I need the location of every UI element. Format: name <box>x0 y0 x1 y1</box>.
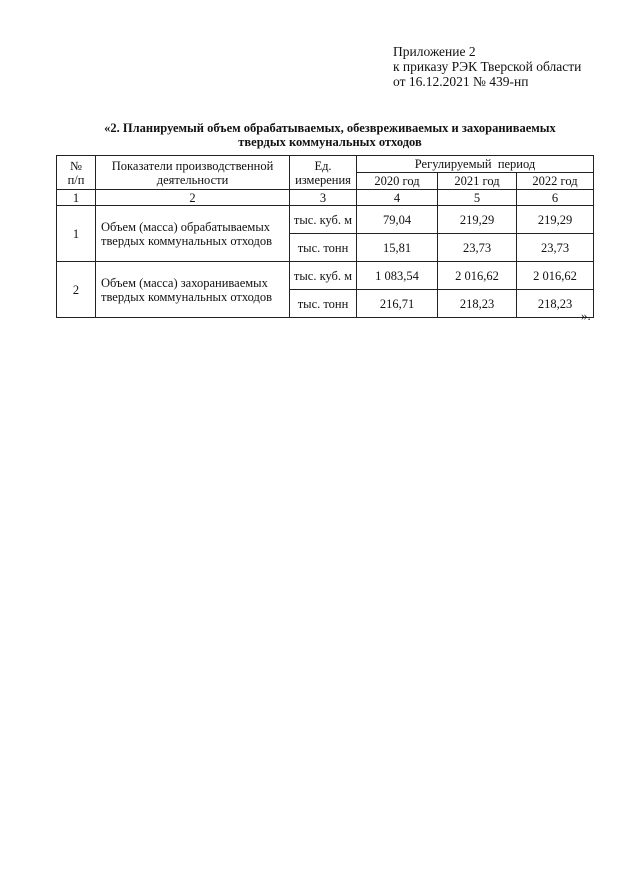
title-line-1: «2. Планируемый объем обрабатываемых, обезвреживаемых и захораниваемых <box>104 121 556 135</box>
col-number: 2 <box>96 190 290 206</box>
value-2020: 1 083,54 <box>357 262 438 290</box>
value-2022: 2 016,62 <box>517 262 594 290</box>
header-row <box>57 156 594 173</box>
title-line-2: твердых коммунальных отходов <box>238 135 422 149</box>
header-indicator-line-2: деятельности <box>156 172 229 187</box>
appendix-header <box>393 44 581 89</box>
value-2021: 219,29 <box>438 206 517 234</box>
table-row <box>57 262 594 290</box>
column-numbers-row <box>57 190 594 206</box>
appendix-line-1: Приложение 2 <box>393 44 476 59</box>
row-num: 1 <box>57 206 96 262</box>
header-unit-line-2: измерения <box>295 172 351 187</box>
value-2021: 23,73 <box>438 234 517 262</box>
document-title <box>60 121 600 149</box>
row-unit: тыс. тонн <box>290 234 357 262</box>
col-number: 1 <box>57 190 96 206</box>
header-unit-line-1: Ед. <box>314 158 332 173</box>
header-indicator-line-1: Показатели производственной <box>111 158 274 173</box>
row-unit: тыс. куб. м <box>290 206 357 234</box>
row-indicator: Объем (масса) захораниваемых твердых коммунальных отходов <box>96 262 290 318</box>
value-2021: 218,23 <box>438 290 517 318</box>
col-number: 3 <box>290 190 357 206</box>
row-indicator: Объем (масса) обрабатываемых твердых коммунальных отходов <box>96 206 290 262</box>
row-unit: тыс. куб. м <box>290 262 357 290</box>
header-period: Регулируемый период <box>357 156 594 173</box>
col-number: 6 <box>517 190 594 206</box>
value-2022: 23,73 <box>517 234 594 262</box>
col-number: 4 <box>357 190 438 206</box>
row-unit: тыс. тонн <box>290 290 357 318</box>
closing-quote: ». <box>581 308 591 323</box>
appendix-line-2: к приказу РЭК Тверской области <box>393 59 582 74</box>
col-number: 5 <box>438 190 517 206</box>
header-year-2022: 2022 год <box>517 173 594 190</box>
waste-volume-table <box>56 155 594 318</box>
header-indicator <box>96 156 290 190</box>
header-num-line-2: п/п <box>67 172 85 187</box>
appendix-line-3: от 16.12.2021 № 439-нп <box>393 74 529 89</box>
value-2022: 218,23 <box>517 290 594 318</box>
value-2020: 15,81 <box>357 234 438 262</box>
header-num-line-1: № <box>70 158 82 173</box>
value-2021: 2 016,62 <box>438 262 517 290</box>
value-2020: 216,71 <box>357 290 438 318</box>
header-unit <box>290 156 357 190</box>
table-row <box>57 206 594 234</box>
value-2020: 79,04 <box>357 206 438 234</box>
row-num: 2 <box>57 262 96 318</box>
header-year-2021: 2021 год <box>438 173 517 190</box>
header-year-2020: 2020 год <box>357 173 438 190</box>
value-2022: 219,29 <box>517 206 594 234</box>
header-num <box>57 156 96 190</box>
